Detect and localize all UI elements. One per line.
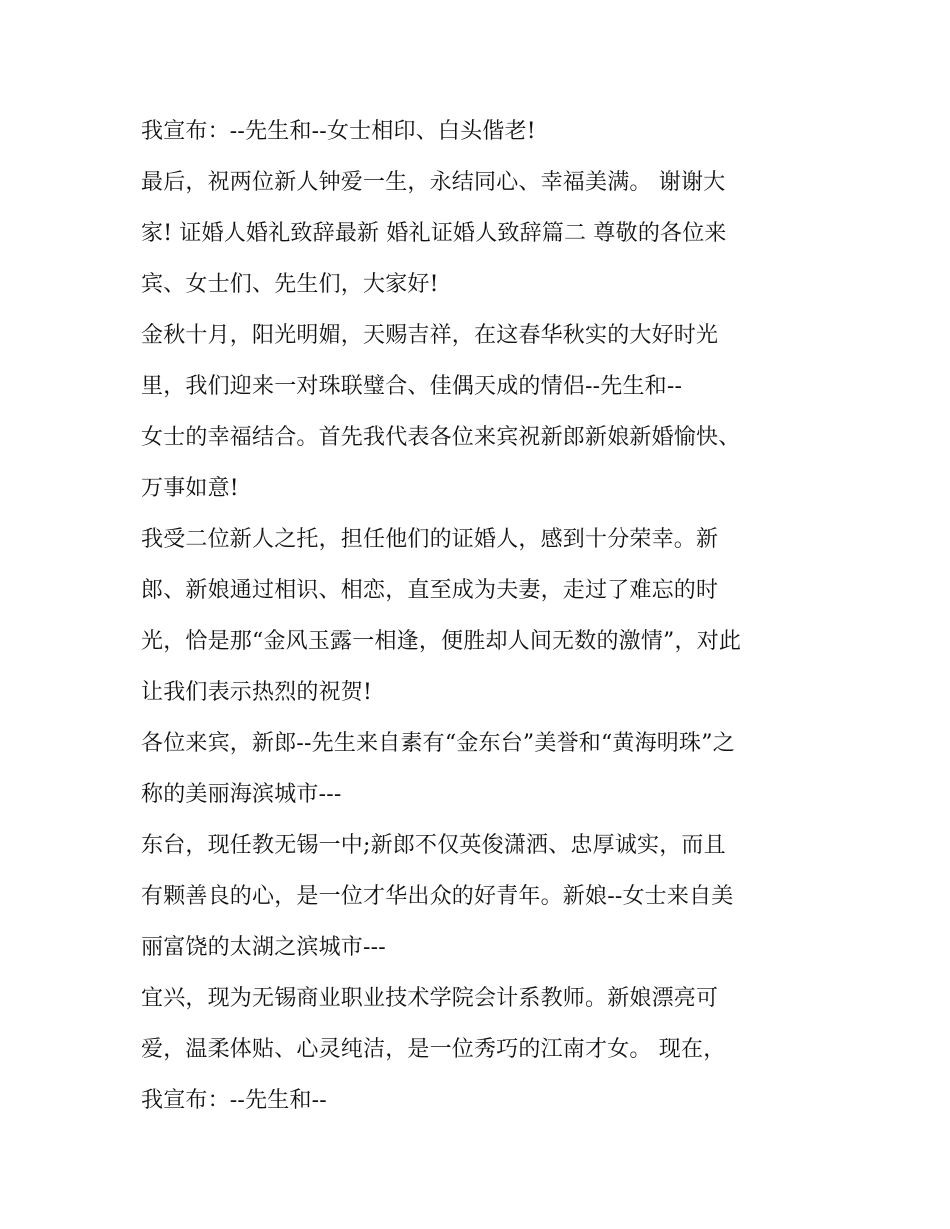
text-line: 有颗善良的心，是一位才华出众的好青年。新娘--女士来自美	[141, 884, 734, 909]
text-line: 各位来宾，新郎--先生来自素有“金东台”美誉和“黄海明珠”之	[141, 731, 735, 756]
document-body	[141, 106, 821, 1126]
text-line: 宜兴，现为无锡商业职业技术学院会计系教师。新娘漂亮可	[141, 986, 719, 1011]
text-line: 我受二位新人之托，担任他们的证婚人，感到十分荣幸。新	[141, 527, 719, 552]
text-line: 里，我们迎来一对珠联璧合、佳偶天成的情侣--先生和--	[141, 374, 683, 399]
text-line: 爱，温柔体贴、心灵纯洁，是一位秀巧的江南才女。 现在，	[141, 1037, 726, 1062]
text-line: 郎、新娘通过相识、相恋，直至成为夫妻，走过了难忘的时	[141, 578, 719, 603]
text-line: 称的美丽海滨城市---	[141, 782, 342, 807]
text-line: 我宣布：--先生和--女士相印、白头偕老!	[141, 119, 536, 144]
text-line: 最后，祝两位新人钟爱一生，永结同心、幸福美满。 谢谢大	[141, 170, 726, 195]
text-line: 宾、女士们、先生们，大家好!	[141, 272, 439, 297]
text-line: 家! 证婚人婚礼致辞最新 婚礼证婚人致辞篇二 尊敬的各位来	[141, 221, 727, 246]
text-line: 让我们表示热烈的祝贺!	[141, 680, 373, 705]
text-line: 金秋十月，阳光明媚，天赐吉祥，在这春华秋实的大好时光	[141, 323, 719, 348]
text-line: 丽富饶的太湖之滨城市---	[141, 935, 386, 960]
text-line: 女士的幸福结合。首先我代表各位来宾祝新郎新娘新婚愉快、	[141, 425, 741, 450]
text-line: 东台，现任教无锡一中;新郎不仅英俊潇洒、忠厚诚实，而且	[141, 833, 726, 858]
text-line: 万事如意!	[141, 476, 239, 501]
text-line: 光，恰是那“金风玉露一相逢，便胜却人间无数的激情”，对此	[141, 629, 742, 654]
text-line: 我宣布：--先生和--	[141, 1088, 327, 1113]
